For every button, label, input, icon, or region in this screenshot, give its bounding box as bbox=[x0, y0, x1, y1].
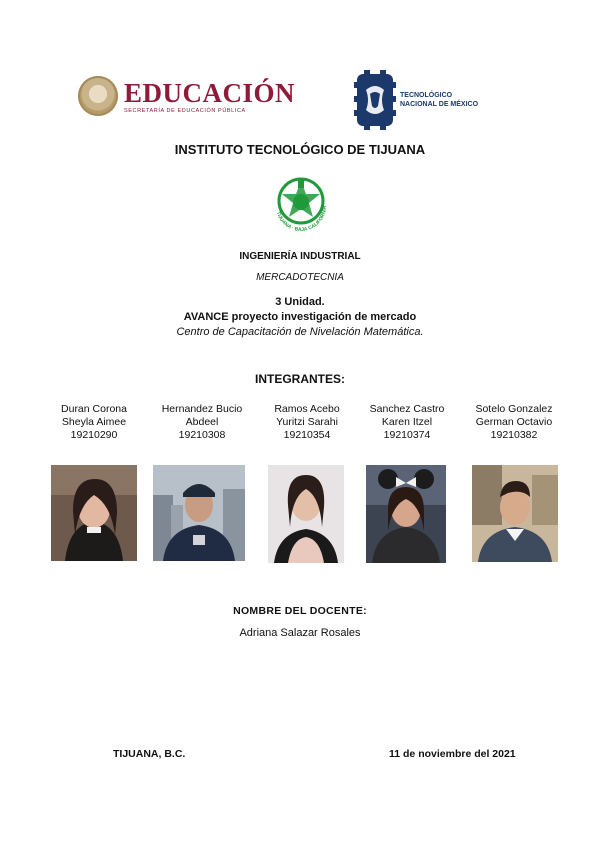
subject-title: MERCADOTECNIA bbox=[256, 272, 344, 283]
member-name: Yuritzi Sarahi bbox=[276, 416, 338, 428]
member-name: Abdeel bbox=[185, 416, 219, 428]
sep-logo-title: EDUCACIÓN bbox=[124, 77, 296, 108]
member-photo bbox=[366, 465, 446, 563]
member-surname: Hernandez Bucio bbox=[161, 403, 243, 415]
sep-logo-subtitle: SECRETARÍA DE EDUCACIÓN PÚBLICA bbox=[124, 107, 246, 114]
itt-logo-text: TIJUANA · BAJA CALIFORNIA bbox=[274, 205, 329, 234]
teacher-name: Adriana Salazar Rosales bbox=[239, 627, 361, 639]
itt-logo bbox=[266, 172, 336, 234]
mexico-seal-icon bbox=[78, 76, 118, 116]
institute-title: INSTITUTO TECNOLÓGICO DE TIJUANA bbox=[174, 142, 426, 157]
member-card bbox=[359, 403, 455, 442]
tecnm-logo-line2: NACIONAL DE MÉXICO bbox=[400, 101, 479, 108]
career-title: INGENIERÍA INDUSTRIAL bbox=[239, 251, 361, 262]
member-surname: Ramos Acebo bbox=[274, 403, 340, 415]
member-card bbox=[154, 403, 250, 442]
member-card bbox=[259, 403, 355, 442]
member-id: 19210290 bbox=[70, 429, 118, 441]
tecnm-logo-line1: TECNOLÓGICO bbox=[400, 92, 453, 99]
member-card bbox=[466, 403, 562, 442]
tecnm-gear-icon bbox=[354, 70, 396, 130]
member-id: 19210382 bbox=[490, 429, 538, 441]
member-id: 19210374 bbox=[383, 429, 431, 441]
project-title: AVANCE proyecto investigación de mercado bbox=[183, 311, 417, 323]
member-photo bbox=[268, 465, 344, 563]
member-card bbox=[46, 403, 142, 442]
member-surname: Sanchez Castro bbox=[369, 403, 445, 415]
city-label: TIJUANA, B.C. bbox=[113, 748, 186, 760]
member-photo bbox=[472, 465, 558, 562]
member-photo bbox=[153, 465, 245, 561]
sep-logo bbox=[78, 76, 295, 116]
member-id: 19210308 bbox=[178, 429, 226, 441]
tecnm-logo bbox=[354, 70, 478, 130]
member-surname: Duran Corona bbox=[61, 403, 127, 415]
project-subtitle: Centro de Capacitación de Nivelación Matemática. bbox=[176, 326, 424, 338]
member-name: Sheyla Aimee bbox=[61, 416, 127, 428]
unit-title: 3 Unidad. bbox=[275, 296, 325, 308]
members-heading: INTEGRANTES: bbox=[255, 372, 345, 386]
member-surname: Sotelo Gonzalez bbox=[475, 403, 553, 415]
teacher-heading: NOMBRE DEL DOCENTE: bbox=[233, 605, 367, 617]
date-label: 11 de noviembre del 2021 bbox=[389, 748, 516, 760]
member-name: Karen Itzel bbox=[381, 416, 433, 428]
member-photo bbox=[51, 465, 137, 561]
member-id: 19210354 bbox=[283, 429, 331, 441]
member-name: German Octavio bbox=[475, 416, 553, 428]
